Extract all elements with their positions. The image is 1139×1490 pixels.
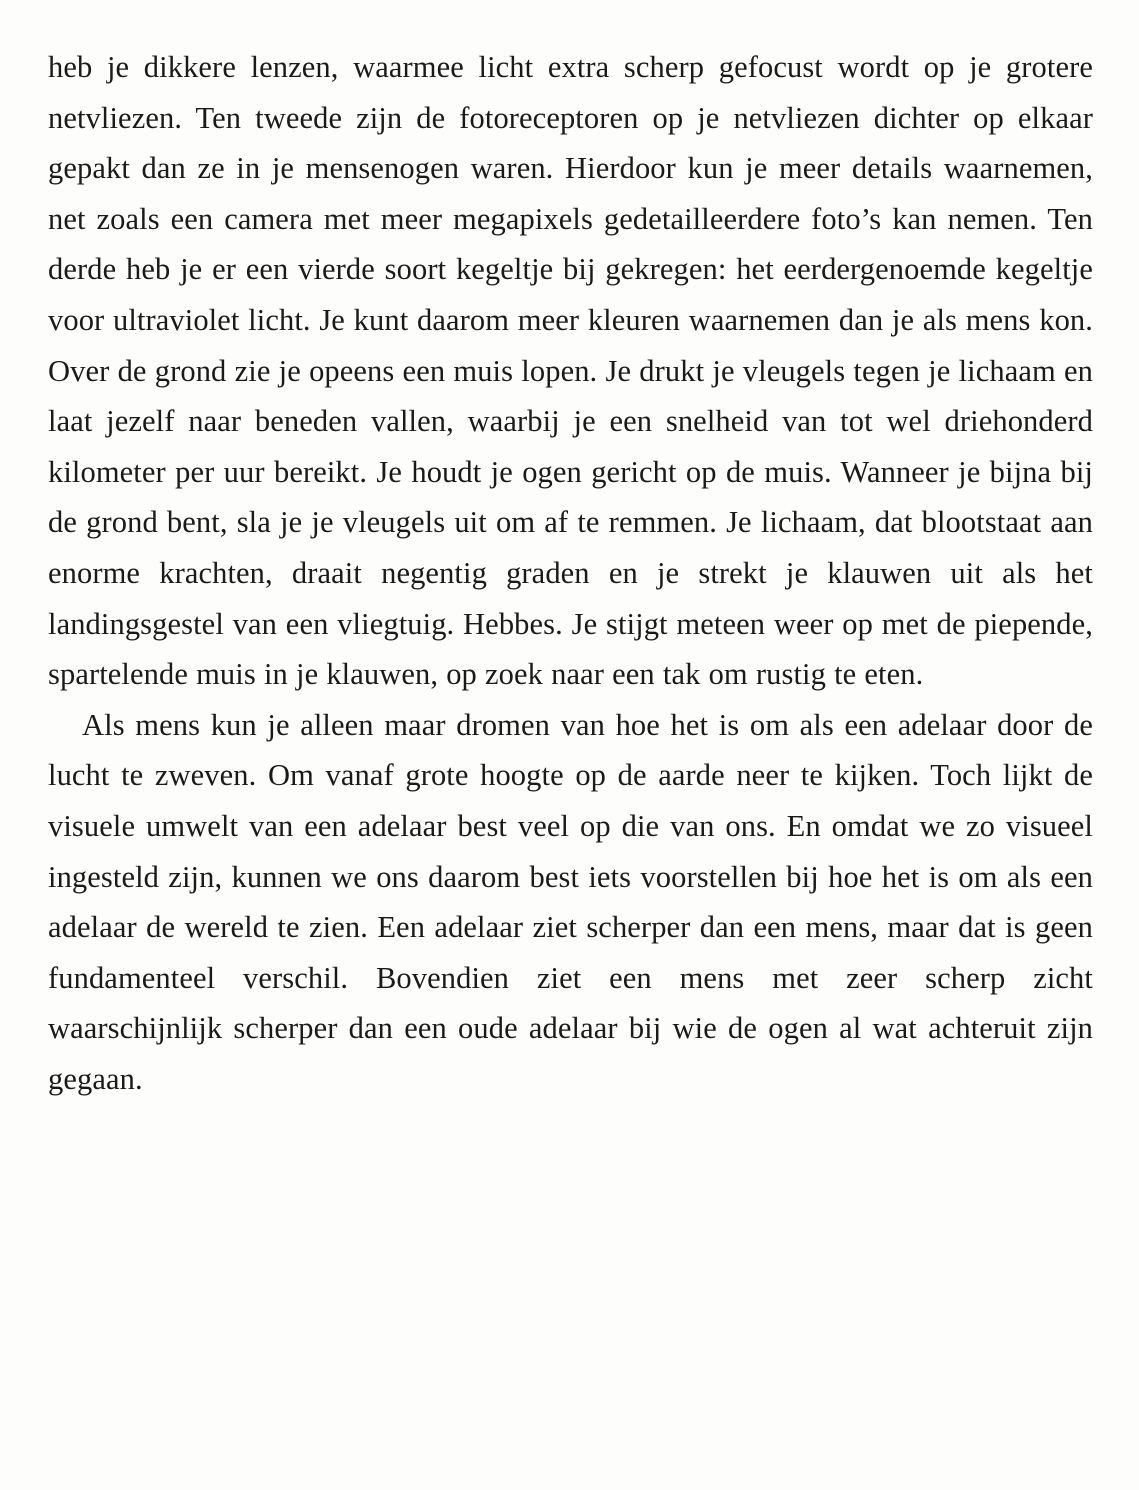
text-column: [48, 42, 1093, 1104]
body-paragraph: Als mens kun je alleen maar dromen van hoe het is om als een adelaar door de lucht te zweven. Om vanaf grote hoogte op de aarde neer te kijken. Toch lijkt de visuele umwelt van een adelaar best veel op die van ons. En omdat we zo visueel ingesteld zijn, kunnen we ons daarom best iets voorstellen bij hoe het is om als een adelaar de wereld te zien. Een adelaar ziet scherper dan een mens, maar dat is geen fundamenteel verschil. Bovendien ziet een mens met zeer scherp zicht waarschijnlijk scherper dan een oude adelaar bij wie de ogen al wat achteruit zijn gegaan.: [48, 707, 1093, 1096]
body-paragraph: heb je dikkere lenzen, waarmee licht extra scherp gefocust wordt op je grotere netvliezen. Ten tweede zijn de fotoreceptoren op je netvliezen dichter op elkaar gepakt dan ze in je mensenogen waren. Hierdoor kun je meer details waarnemen, net zoals een camera met meer megapixels gedetailleerdere foto’s kan nemen. Ten derde heb je er een vierde soort kegeltje bij gekregen: het eerdergenoemde kegeltje voor ultraviolet licht. Je kunt daarom meer kleuren waarnemen dan je als mens kon. Over de grond zie je opeens een muis lopen. Je drukt je vleugels tegen je lichaam en laat jezelf naar beneden vallen, waarbij je een snelheid van tot wel driehonderd kilometer per uur bereikt. Je houdt je ogen gericht op de muis. Wanneer je bijna bij de grond bent, sla je je vleugels uit om af te remmen. Je lichaam, dat blootstaat aan enorme krachten, draait negentig graden en je strekt je klauwen uit als het landingsgestel van een vliegtuig. Hebbes. Je stijgt meteen weer op met de piepende, spartelende muis in je klauwen, op zoek naar een tak om rustig te eten.: [48, 50, 1093, 692]
